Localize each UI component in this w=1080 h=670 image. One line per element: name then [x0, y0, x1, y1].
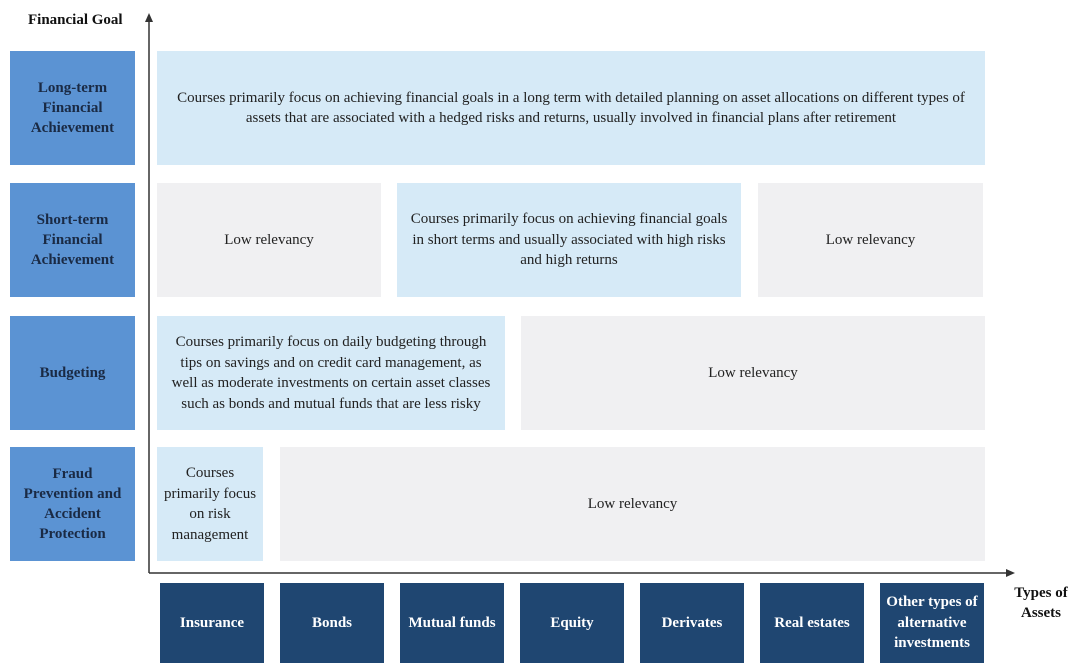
- goal-fraud: Fraud Prevention and Accident Protection: [10, 447, 135, 561]
- asset-real-estates: Real estates: [760, 583, 864, 663]
- goal-long-term: Long-term Financial Achievement: [10, 51, 135, 165]
- goal-budgeting: Budgeting: [10, 316, 135, 430]
- cell-budgeting-right: Low relevancy: [521, 316, 985, 430]
- asset-insurance: Insurance: [160, 583, 264, 663]
- y-axis-title: Financial Goal: [28, 12, 123, 28]
- x-axis-title-line1: Types of: [1014, 585, 1068, 601]
- goal-short-term: Short-term Financial Achievement: [10, 183, 135, 297]
- asset-mutual-funds: Mutual funds: [400, 583, 504, 663]
- asset-other-alternative: Other types of alternative investments: [880, 583, 984, 663]
- asset-bonds: Bonds: [280, 583, 384, 663]
- cell-fraud-left: Courses primarily focus on risk management: [157, 447, 263, 561]
- cell-short-term-mid: Courses primarily focus on achieving financial goals in short terms and usually associated with high risks and high returns: [397, 183, 741, 297]
- y-axis-arrow: [145, 13, 153, 22]
- x-axis-title-line2: Assets: [1021, 605, 1061, 621]
- cell-long-term: Courses primarily focus on achieving financial goals in a long term with detailed planning on asset allocations on different types of assets that are associated with a hedged risks and returns, usually involved in financial plans after retirement: [157, 51, 985, 165]
- x-axis-arrow: [1006, 569, 1015, 577]
- cell-short-term-right: Low relevancy: [758, 183, 983, 297]
- cell-short-term-left: Low relevancy: [157, 183, 381, 297]
- asset-derivates: Derivates: [640, 583, 744, 663]
- cell-fraud-right: Low relevancy: [280, 447, 985, 561]
- cell-budgeting-left: Courses primarily focus on daily budgeting through tips on savings and on credit card management, as well as moderate investments on certain asset classes such as bonds and mutual funds that are less risky: [157, 316, 505, 430]
- asset-equity: Equity: [520, 583, 624, 663]
- x-axis-title: [1000, 583, 1080, 623]
